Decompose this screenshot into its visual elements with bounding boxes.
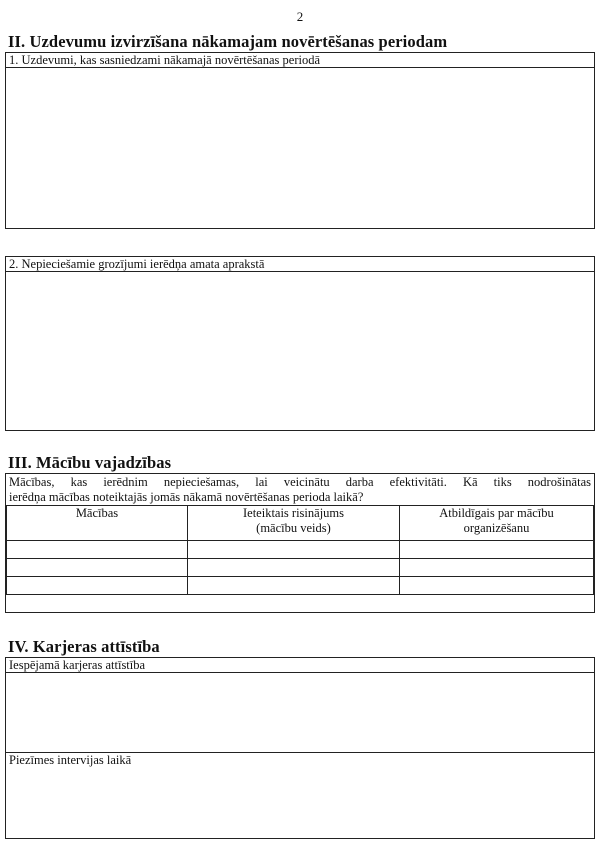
- table-cell[interactable]: [400, 559, 594, 577]
- tasks-box-label: 1. Uzdevumi, kas sasniedzami nākamajā novērtēšanas periodā: [6, 53, 594, 68]
- section-iv-title: IV. Karjeras attīstība: [8, 637, 160, 656]
- column-header-responsible-person: [400, 506, 594, 541]
- interview-notes-input-area[interactable]: [6, 768, 594, 838]
- training-needs-box: [5, 473, 595, 613]
- table-cell[interactable]: [7, 541, 188, 559]
- column-header-recommended-solution: [188, 506, 400, 541]
- job-description-changes-input-area[interactable]: [6, 272, 594, 430]
- section-ii-title: II. Uzdevumu izvirzīšana nākamajam novērtēšanas periodam: [8, 32, 448, 51]
- tasks-box: [5, 52, 595, 229]
- table-row: [7, 559, 594, 577]
- table-cell[interactable]: [188, 541, 400, 559]
- table-cell[interactable]: [188, 559, 400, 577]
- page-number: 2: [296, 9, 304, 24]
- career-development-label: Iespējamā karjeras attīstība: [6, 658, 594, 673]
- table-row: [7, 541, 594, 559]
- job-description-changes-box: [5, 256, 595, 431]
- table-cell[interactable]: [400, 541, 594, 559]
- table-cell[interactable]: [188, 577, 400, 595]
- job-description-changes-label: 2. Nepieciešamie grozījumi ierēdņa amata aprakstā: [6, 257, 594, 272]
- column-header-training-line1: Mācības: [75, 506, 119, 520]
- column-header-recommended-solution-line1: Ieteiktais risinājums: [242, 506, 345, 520]
- column-header-responsible-person-line1: Atbildīgais par mācību: [439, 506, 554, 520]
- training-intro-line-1: Mācības, kas ierēdnim nepieciešamas, lai veicinātu darba efektivitāti. Kā tiks nodrošinātas: [9, 475, 591, 489]
- tasks-input-area[interactable]: [6, 68, 594, 228]
- training-table: [6, 505, 594, 595]
- table-cell[interactable]: [400, 577, 594, 595]
- training-table-header: [7, 506, 594, 541]
- career-development-box: [5, 657, 595, 839]
- column-header-training: [7, 506, 188, 541]
- section-iii-title: III. Mācību vajadzības: [8, 453, 172, 472]
- column-header-responsible-person-line2: organizēšanu: [463, 521, 530, 535]
- table-cell[interactable]: [7, 577, 188, 595]
- interview-notes-label: Piezīmes intervijas laikā: [9, 753, 132, 767]
- table-cell[interactable]: [7, 559, 188, 577]
- training-intro-line-2: ierēdņa mācības noteiktajās jomās nākamā novērtēšanas perioda laikā?: [9, 490, 364, 504]
- career-development-input-area[interactable]: [6, 673, 594, 753]
- training-needs-intro: [6, 474, 594, 505]
- table-row: [7, 577, 594, 595]
- column-header-recommended-solution-line2: (mācību veids): [256, 521, 331, 535]
